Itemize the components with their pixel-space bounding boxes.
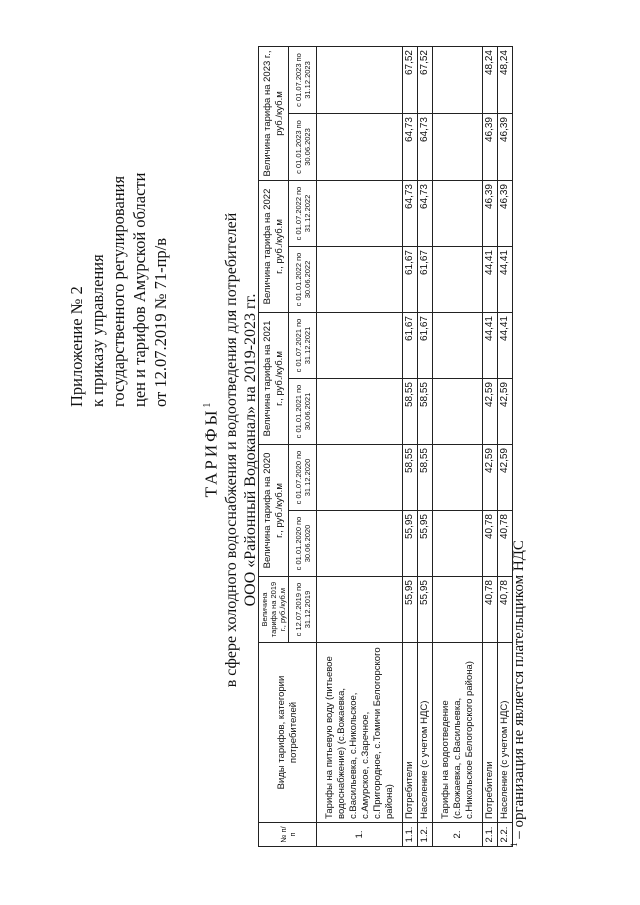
- tariff-value: 44,41: [483, 247, 498, 313]
- tariff-value: 48,24: [483, 47, 498, 114]
- tariff-value: [317, 577, 403, 643]
- footnote: [509, 540, 528, 847]
- tariff-value: 40,78: [483, 577, 498, 643]
- table-row: [418, 47, 433, 847]
- tariff-value: 64,73: [418, 181, 433, 247]
- tariff-value: 42,59: [483, 445, 498, 511]
- tariff-value: [433, 247, 483, 313]
- row-name: Население (с учетом НДС): [498, 643, 513, 823]
- header-2019: Величина тарифа на 2019 г., руб./куб.м: [259, 577, 289, 643]
- footnote-text: – организация не является плательщиком НДС: [511, 540, 527, 843]
- table-row: [483, 47, 498, 847]
- tariff-value: 64,73: [403, 114, 418, 181]
- document-title: [198, 55, 260, 845]
- tariff-value: [317, 313, 403, 379]
- tariff-value: [433, 313, 483, 379]
- tariff-value: 61,67: [418, 313, 433, 379]
- tariff-value: 42,59: [498, 445, 513, 511]
- tariff-value: [317, 181, 403, 247]
- row-name: Население (с учетом НДС): [418, 643, 433, 823]
- table-row: [403, 47, 418, 847]
- subheader-period: с 01.07.2022 по 31.12.2022: [289, 181, 317, 247]
- row-number: 1.1.: [403, 823, 418, 847]
- header-2022: Величина тарифа на 2022 г., руб./куб.м: [259, 181, 289, 313]
- appendix-block: [66, 37, 171, 407]
- header-2020: Величина тарифа на 2020 г., руб./куб.м: [259, 445, 289, 577]
- tariff-value: 67,52: [418, 47, 433, 114]
- subheader-period: с 01.07.2021 по 31.12.2021: [289, 313, 317, 379]
- row-number: 1.2.: [418, 823, 433, 847]
- subheader-period: с 01.07.2023 по 31.12.2023: [289, 47, 317, 114]
- table-row: [317, 47, 403, 847]
- tariff-value: 40,78: [498, 577, 513, 643]
- tariff-value: 64,73: [418, 114, 433, 181]
- tariff-value: 42,59: [498, 379, 513, 445]
- tariff-value: 48,24: [498, 47, 513, 114]
- appendix-line: государственного регулирования: [109, 175, 128, 407]
- tariff-value: [317, 511, 403, 577]
- tariff-value: [433, 445, 483, 511]
- subheader-period: с 01.07.2020 по 31.12.2020: [289, 445, 317, 511]
- subheader-period: с 12.07.2019 по 31.12.2019: [289, 577, 317, 643]
- header-2021: Величина тарифа на 2021 г., руб./куб.м: [259, 313, 289, 445]
- tariff-value: 61,67: [403, 313, 418, 379]
- tariff-value: 44,41: [498, 313, 513, 379]
- subheader-period: с 01.01.2021 по 30.06.2021: [289, 379, 317, 445]
- row-name: Потребители: [403, 643, 418, 823]
- title-subtitle: в сфере холодного водоснабжения и водоотведения для потребителей: [222, 212, 240, 688]
- tariff-value: [317, 445, 403, 511]
- tariff-value: 61,67: [418, 247, 433, 313]
- appendix-line: цен и тарифов Амурской области: [130, 172, 149, 407]
- subheader-period: с 01.01.2020 по 30.06.2020: [289, 511, 317, 577]
- tariff-value: 58,55: [418, 379, 433, 445]
- tariff-value: 58,55: [403, 379, 418, 445]
- tariff-value: [433, 379, 483, 445]
- tariff-value: 46,39: [483, 114, 498, 181]
- row-name: Потребители: [483, 643, 498, 823]
- tariff-value: [433, 181, 483, 247]
- title-organization: ООО «Районный Водоканал» на 2019-2023 гг.: [241, 293, 259, 607]
- row-number: 2.: [433, 823, 483, 847]
- appendix-line: Приложение № 2: [67, 286, 86, 407]
- tariff-value: 55,95: [403, 577, 418, 643]
- row-number: 1.: [317, 823, 403, 847]
- tariff-value: [317, 47, 403, 114]
- subheader-period: с 01.01.2023 по 30.06.2023: [289, 114, 317, 181]
- header-number: № п/п: [259, 823, 317, 847]
- footnote-marker: 1: [202, 402, 213, 408]
- header-tariff-type: Виды тарифов, категории потребителей: [259, 643, 317, 823]
- tariff-value: 64,73: [403, 181, 418, 247]
- row-name: Тарифы на питьевую воду (питьевое водоснабжение) (с.Вожаевка, с.Васильевка, с.Никольское, с.Амурское, с.Заречное, с.Пригородное, с.Томичи Белогорского района): [317, 643, 403, 823]
- row-number: 2.2.: [498, 823, 513, 847]
- row-number: 2.1.: [483, 823, 498, 847]
- tariff-value: [317, 247, 403, 313]
- tariff-value: 44,41: [483, 313, 498, 379]
- tariff-value: 67,52: [403, 47, 418, 114]
- footnote-marker: 1: [509, 842, 519, 847]
- appendix-line: от 12.07.2019 № 71-пр/в: [151, 237, 170, 407]
- tariff-value: 55,95: [418, 577, 433, 643]
- tariff-value: 58,55: [403, 445, 418, 511]
- tariff-value: 46,39: [498, 181, 513, 247]
- tariff-value: [433, 577, 483, 643]
- tariff-value: [433, 47, 483, 114]
- row-name: Тарифы на водоотведение (с.Вожаевка, с.Васильевка, с.Никольское Белогорского района): [433, 643, 483, 823]
- tariff-value: 40,78: [483, 511, 498, 577]
- tariff-value: [317, 379, 403, 445]
- tariff-value: 46,39: [498, 114, 513, 181]
- tariff-value: 40,78: [498, 511, 513, 577]
- tariff-value: 42,59: [483, 379, 498, 445]
- tariff-value: [433, 114, 483, 181]
- tariff-value: 58,55: [418, 445, 433, 511]
- appendix-line: к приказу управления: [88, 254, 107, 407]
- tariff-value: 55,95: [418, 511, 433, 577]
- tariff-value: 61,67: [403, 247, 418, 313]
- tariff-value: 44,41: [498, 247, 513, 313]
- tariff-value: 55,95: [403, 511, 418, 577]
- tariff-value: 46,39: [483, 181, 498, 247]
- header-2023: Величина тарифа на 2023 г., руб./куб.м: [259, 47, 289, 181]
- tariff-table: [258, 46, 513, 847]
- subheader-period: с 01.01.2022 по 30.06.2022: [289, 247, 317, 313]
- table-row: [433, 47, 483, 847]
- title-heading: ТАРИФЫ$^1$: [201, 402, 221, 498]
- tariff-value: [433, 511, 483, 577]
- tariff-value: [317, 114, 403, 181]
